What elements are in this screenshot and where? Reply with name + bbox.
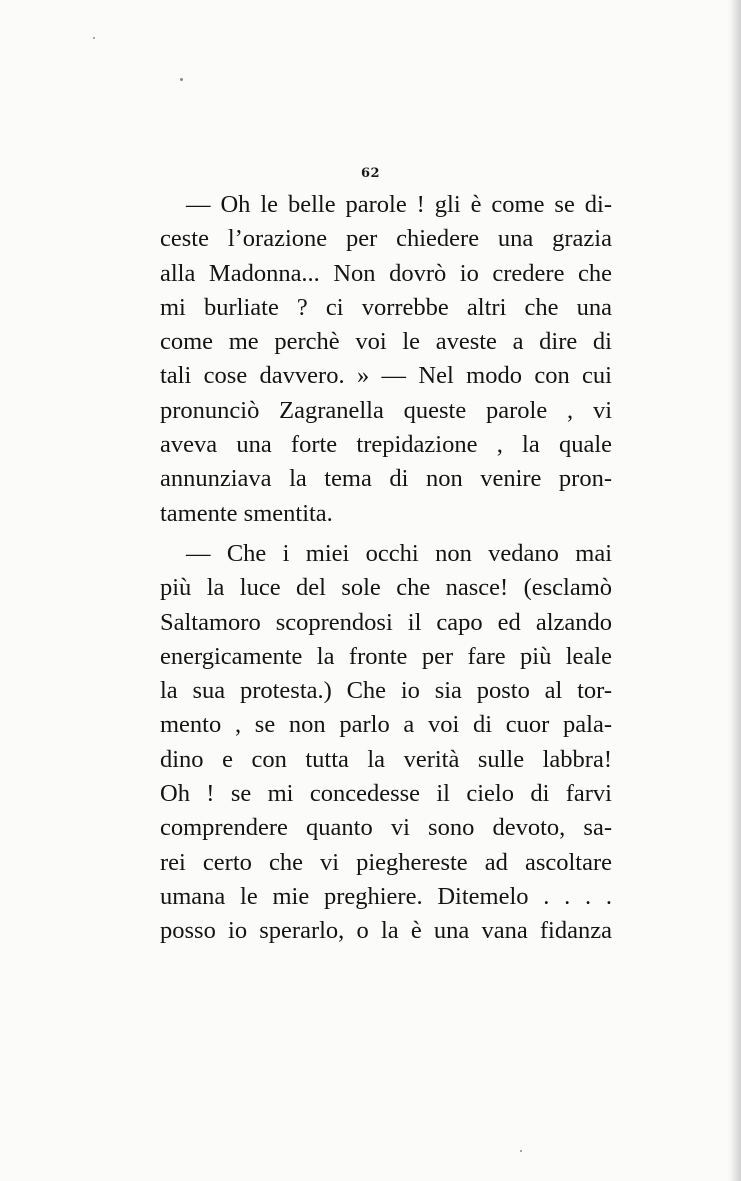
text-line: posso io sperarlo, o la è una vana fidanza [160,917,612,945]
text-line: — Che i miei occhi non vedano mai [186,539,612,567]
text-line: comprendere quanto vi sono devoto, sa- [160,814,612,842]
text-line: annunziava la tema di non venire pron- [160,465,612,493]
text-line: ceste l’orazione per chiedere una grazia [160,225,612,253]
text-line: mento , se non parlo a voi di cuor pala- [160,711,612,739]
text-line: la sua protesta.) Che io sia posto al tor- [160,677,612,705]
text-line: tamente smentita. [160,499,333,527]
text-line: pronunciò Zagranella queste parole , vi [160,396,612,424]
text-line: tali cose davvero. » — Nel modo con cui [160,362,612,390]
body-text [160,188,612,949]
text-line: Saltamoro scoprendosi il capo ed alzando [160,608,612,636]
page-number: 62 [360,166,381,181]
text-line: dino e con tutta la verità sulle labbra! [160,745,612,773]
text-line: Oh ! se mi concedesse il cielo di farvi [160,780,612,808]
paper-speck [520,1150,522,1152]
text-line: mi burliate ? ci vorrebbe altri che una [160,293,612,321]
text-line: aveva una forte trepidazione , la quale [160,431,612,459]
text-line: più la luce del sole che nasce! (esclamò [160,574,612,602]
text-line: alla Madonna... Non dovrò io credere che [160,259,612,287]
text-line: umana le mie preghiere. Ditemelo . . . . [160,882,612,910]
text-line: rei certo che vi pieghereste ad ascoltare [160,848,612,876]
text-line: — Oh le belle parole ! gli è come se di- [186,191,612,218]
text-line: energicamente la fronte per fare più leale [160,642,612,670]
paper-speck [180,78,183,81]
paper-speck [93,37,95,39]
text-line: come me perchè voi le aveste a dire di [160,328,612,356]
